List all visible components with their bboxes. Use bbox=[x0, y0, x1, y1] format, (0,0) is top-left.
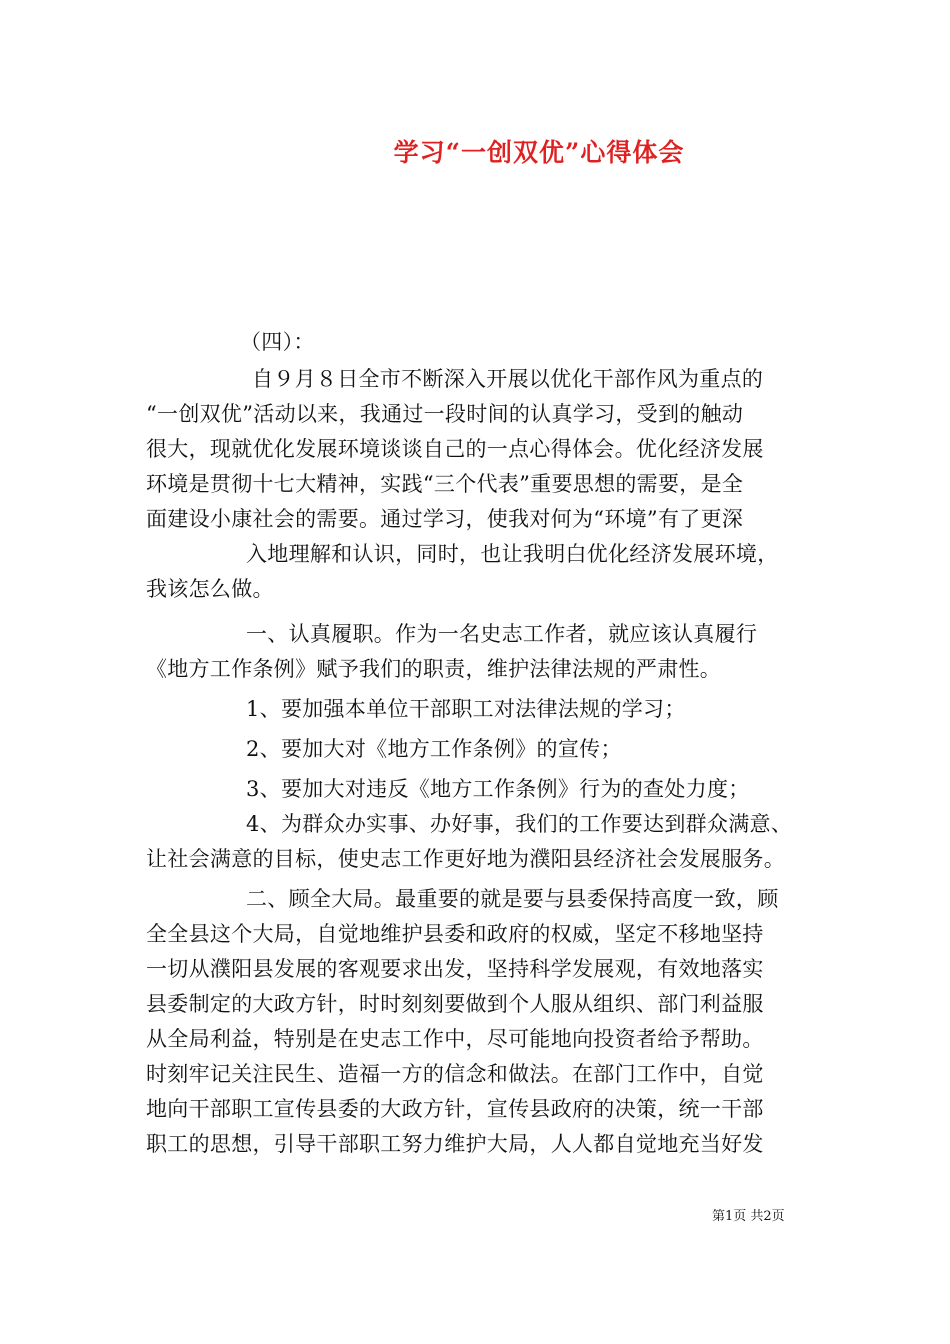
list-item: 3、要加大对违反《地方工作条例》行为的查处力度； bbox=[246, 777, 750, 801]
paragraph-line: 《地方工作条例》赋予我们的职责，维护法律法规的严肃性。 bbox=[146, 657, 722, 681]
paragraph-line: 环境是贯彻十七大精神，实践“三个代表”重要思想的需要，是全 bbox=[146, 472, 744, 496]
paragraph-line: 地向干部职工宣传县委的大政方针，宣传县政府的决策，统一干部 bbox=[146, 1097, 764, 1121]
list-item: 2、要加大对《地方工作条例》的宣传； bbox=[246, 737, 622, 761]
paragraph-line: 二、顾全大局。最重要的就是要与县委保持高度一致，顾 bbox=[246, 887, 779, 911]
paragraph-line: 时刻牢记关注民生、造福一方的信念和做法。在部门工作中，自觉 bbox=[146, 1062, 764, 1086]
paragraph-line: 县委制定的大政方针，时时刻刻要做到个人服从组织、部门利益服 bbox=[146, 992, 764, 1016]
document-title: 学习“一创双优”心得体会 bbox=[393, 138, 685, 167]
paragraph-line: 自９月８日全市不断深入开展以优化干部作风为重点的 bbox=[252, 367, 764, 391]
paragraph-line: 很大，现就优化发展环境谈谈自己的一点心得体会。优化经济发展 bbox=[146, 437, 764, 461]
list-item: 4、为群众办实事、办好事，我们的工作要达到群众满意、 bbox=[246, 812, 793, 836]
paragraph-line: 面建设小康社会的需要。通过学习，使我对何为“环境”有了更深 bbox=[146, 507, 744, 531]
paragraph-line: “一创双优”活动以来，我通过一段时间的认真学习，受到的触动 bbox=[146, 402, 744, 426]
list-item: 1、要加强本单位干部职工对法律法规的学习； bbox=[246, 697, 686, 721]
paragraph-line: 一切从濮阳县发展的客观要求出发，坚持科学发展观，有效地落实 bbox=[146, 957, 764, 981]
paragraph-line: 全全县这个大局，自觉地维护县委和政府的权威，坚定不移地坚持 bbox=[146, 922, 764, 946]
paragraph-line: 从全局利益，特别是在史志工作中，尽可能地向投资者给予帮助。 bbox=[146, 1027, 764, 1051]
paragraph-line: 职工的思想，引导干部职工努力维护大局，人人都自觉地充当好发 bbox=[146, 1132, 764, 1156]
section-label: （四）： bbox=[240, 330, 315, 354]
paragraph-line: 我该怎么做。 bbox=[146, 577, 274, 601]
paragraph-line: 一、认真履职。作为一名史志工作者，就应该认真履行 bbox=[246, 622, 758, 646]
paragraph-line: 让社会满意的目标，使史志工作更好地为濮阳县经济社会发展服务。 bbox=[146, 847, 785, 871]
paragraph-line: 入地理解和认识，同时，也让我明白优化经济发展环境， bbox=[246, 542, 779, 566]
page-footer: 第1页 共2页 bbox=[712, 1209, 785, 1224]
